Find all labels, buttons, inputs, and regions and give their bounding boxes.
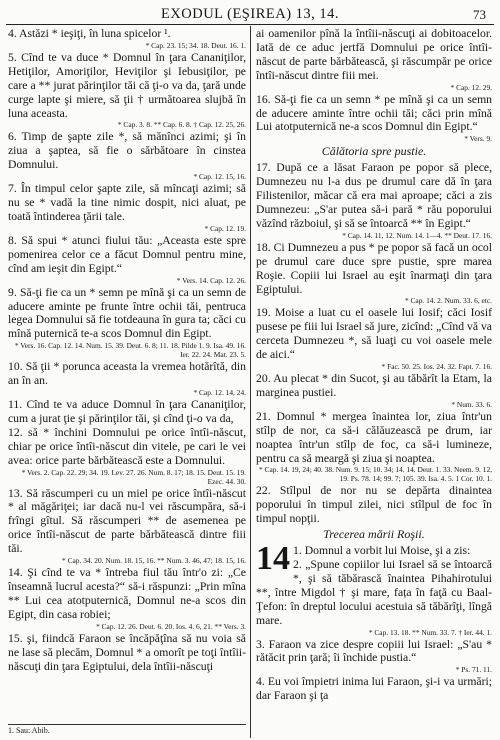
- cross-reference: * Num. 33. 6.: [451, 399, 492, 409]
- verse-text: 3. Faraon va zice despre copiii lui Israel: „S'au * rătăcit prin ţară; îi închide pustia.“: [256, 637, 492, 665]
- verse: [8, 426, 246, 468]
- verse: [8, 234, 246, 276]
- cross-reference: * Vers. 16. Cap. 12. 14. Num. 15. 39. Deut. 6. 8; 11. 18. Pilde 1. 9. Isa. 49. 16. Ier. 22. 24. Mat. 23. 5.: [14, 341, 246, 360]
- page-number: 73: [473, 7, 486, 22]
- cross-reference: * Cap. 14. 2. Num. 33. 6, etc.: [404, 296, 492, 306]
- verse: [8, 398, 246, 426]
- verse: [8, 51, 246, 121]
- chapter-number: 14: [256, 540, 290, 578]
- verse-text: 1. Domnul a vorbit lui Moise, şi a zis:: [293, 544, 471, 558]
- cross-reference: * Vers. 14. Cap. 12. 26.: [176, 275, 246, 285]
- verse-text: 5. Cînd te va duce * Domnul în ţara Cananiţilor, Hetiţilor, Amoriţilor, Heviţilor şi Iebusiţilor, pe care a ** jurat părinţilor tăi că ţi-o va da, ţară unde curge lapte şi miere, să ţii † următoarea slujbă în luna aceasta.: [8, 50, 246, 120]
- verse-text: 13. Să răscumperi cu un miel pe orice întîi-născut * al măgăriţei; iar dacă nu-l vei răscumpăra, să-i frîngi gîtul. Să răscumperi ** de asemenea pe orice întîi-născut de parte bărbătească dintre fiii tăi.: [8, 486, 246, 556]
- cross-reference: * Vers. 2. Cap. 22. 29; 34. 19. Lev. 27. 26. Num. 8. 17; 18. 15. Deut. 15. 19. Ezec. 44. 30.: [21, 467, 246, 486]
- verse-text: 22. Stîlpul de nor nu se depărta dinaintea poporului în timpul zilei, nici stîlpul de foc în timpul nopţii.: [256, 484, 492, 526]
- verse: [256, 161, 492, 231]
- left-column: [8, 27, 246, 735]
- verse: [256, 558, 492, 628]
- verse-text: 20. Au plecat * din Sucot, şi au tăbărît la Etam, la marginea pustiei.: [256, 372, 492, 399]
- verse: [8, 27, 246, 41]
- verse: [256, 638, 492, 666]
- cross-reference: * Cap. 14. 19, 24; 40. 38. Num. 9. 15; 10. 34; 14. 14. Deut. 1. 33. Neem. 9. 12, 19. Ps. 78. 14; 99. 7; 105. 39. Isa. 4. 5. 1 Cor. 10. 1.: [259, 465, 492, 484]
- cross-reference: * Cap. 12. 26. Deut. 6. 20. Ios. 4. 6, 21. ** Vers. 3.: [96, 621, 246, 631]
- cross-reference: * Cap. 13. 18. ** Num. 33. 7. † Ier. 44. 1.: [368, 627, 492, 637]
- verse-text: 4. Astăzi * ieşiţi, în luna spicelor ¹.: [8, 27, 171, 40]
- cross-reference: * Cap. 14. 11, 12. Num. 14. 1—4. ** Deut. 17. 16.: [342, 230, 492, 240]
- verse-text: 4. Eu voi împietri inima lui Faraon, şi-i va urmări; dar Faraon şi ţa: [256, 675, 492, 703]
- cross-reference: * Cap. 3. 8. ** Cap. 6. 8. † Cap. 12. 25, 26.: [117, 120, 246, 130]
- column-divider: [250, 26, 251, 738]
- section-heading: Călătoria spre pustie.: [321, 144, 427, 159]
- cross-reference: * Cap. 34. 20. Num. 18. 15, 16. ** Num. 3. 46, 47; 18. 15, 16.: [62, 556, 246, 566]
- cross-reference: * Cap. 12. 29.: [450, 82, 492, 92]
- running-title: EXODUL (EŞIREA) 13, 14.: [160, 6, 340, 22]
- cross-reference: * Vers. 9.: [464, 134, 492, 144]
- verse-text: ai oamenilor pînă la întîii-născuţi ai dobitoacelor. Iată de ce aduc jertfă Domnului pe orice întîi-născut de parte bărbătească, şi răscumpăr pe orice întîi-născut dintre fiii mei.: [256, 27, 492, 82]
- verse: [8, 566, 246, 622]
- verse: [256, 306, 492, 362]
- cross-reference: * Fac. 50. 25. Ios. 24. 32. Fapt. 7. 16.: [381, 362, 492, 372]
- verse-text: 15. şi, fiindcă Faraon se încăpăţîna să nu voia să ne lase să plecăm, Domnul * a omorît pe toţi întîii-născuţi din ţara Egiptului, dela întîii-născuţi: [8, 631, 246, 673]
- verse-text: 10. Să ţii * porunca aceasta la vremea hotărîtă, din an în an.: [8, 360, 246, 388]
- verse: [256, 484, 492, 526]
- verse: [256, 675, 492, 703]
- verse-text: 9. Să-ţi fie ca un * semn pe mînă şi ca un semn de aducere aminte pe frunte între ochii tăi, pentruca legea Domnului să fie totdeauna în gura ta; căci cu mînă puternică te-a scos Domnul din Egipt.: [8, 285, 246, 341]
- verse: [8, 360, 246, 388]
- verse-text: 8. Să spui * atunci fiului tău: „Aceasta este spre pomenirea celor ce a făcut Domnul pentru mine, cînd am ieşit din Egipt.“: [8, 233, 246, 275]
- verse: [256, 27, 492, 83]
- verse-text: 17. După ce a lăsat Faraon pe popor să plece, Dumnezeu nu l-a dus pe drumul care dă în ţara Filistenilor, măcar că era mai aproape; căci a zis Dumnezeu: „S'ar putea să-i pară * rău poporului văzînd războiul, şi să se întoarcă ** în Egipt.“: [256, 161, 492, 230]
- verse: [256, 544, 492, 558]
- verse: [8, 182, 246, 224]
- page-header: [0, 6, 500, 26]
- verse-text: 11. Cînd te va aduce Domnul în ţara Cananiţilor, cum a jurat ţie şi părinţilor tăi, şi cînd ţi-o va da,: [8, 398, 246, 425]
- verse-text: 21. Domnul * mergea înaintea lor, ziua într'un stîlp de nor, ca să-i călăuzească pe drum, iar noaptea într'un stîlp de foc, ca să-i lumineze, pentru ca să meargă şi ziua şi noaptea.: [256, 409, 492, 465]
- verse-text: 2. „Spune copiilor lui Israel să se întoarcă *, şi să tăbărască înaintea Pihahirotului **, între Migdol † şi mare, fața în faţă cu Baal-Ţefon: în dreptul locului acestuia să tăbărîţi, lîngă mare.: [256, 558, 492, 627]
- footnote: 1. Sau: Abib.: [8, 724, 246, 735]
- verse-text: 19. Moise a luat cu el oasele lui Iosif; căci Iosif pusese pe fiii lui Israel să jure, zicînd: „Cînd vă va cerceta Dumnezeu *, să luaţi cu voi oasele mele de aici.“: [256, 306, 492, 362]
- verse-text: 6. Timp de şapte zile *, să mănînci azimi; şi în ziua a şaptea, să fie o sărbătoare în cinstea Domnului.: [8, 130, 246, 172]
- right-column: [256, 27, 492, 735]
- verse-text: 14. Şi cînd te va * întreba fiul tău într'o zi: „Ce înseamnă lucrul acesta?“ să-i răspunzi: „Prin mîna ** Lui cea atotputernică, Domnul ne-a scos din Egipt, din casa robiei;: [8, 566, 246, 621]
- section-heading: Trecerea mării Roşii.: [323, 527, 425, 542]
- verse-text: 12. să * închini Domnului pe orice întîi-născut, chiar pe orice întîi-născut din vitele, pe cari le vei avea: orice parte bărbătească este a Domnului.: [8, 425, 246, 467]
- verse: [256, 241, 492, 297]
- verse: [8, 130, 246, 172]
- verse: [256, 93, 492, 135]
- cross-reference: * Ps. 71. 11.: [455, 665, 492, 675]
- verse-text: 7. În timpul celor şapte zile, să mîncaţi azimi; să nu se * vadă la tine nimic dospit, nici aluat, pe toată întinderea ţării tale.: [8, 182, 246, 223]
- verse-text: 18. Ci Dumnezeu a pus * pe popor să facă un ocol pe drumul care duce spre pustie, spre marea Roşie. Copiii lui Israel au eşit înarmaţi din ţara Egiptului.: [256, 240, 492, 296]
- verse-text: 16. Să-ţi fie ca un semn * pe mînă şi ca un semn de aducere aminte între ochii tăi; căci prin mînă Lui atotputernică ne-a scos Domnul din Egipt.“: [256, 92, 492, 134]
- cross-reference: * Cap. 23. 15; 34. 18. Deut. 16. 1.: [145, 40, 246, 50]
- chapter-start: [256, 540, 492, 703]
- header-rule: [6, 24, 494, 25]
- verse: [8, 286, 246, 342]
- verse: [8, 632, 246, 674]
- cross-reference: * Cap. 12. 14, 24.: [193, 388, 246, 398]
- verse: [256, 372, 492, 400]
- cross-reference: * Cap. 12. 19.: [204, 223, 246, 233]
- cross-reference: * Cap. 12. 15, 16.: [193, 172, 246, 182]
- verse: [8, 487, 246, 557]
- verse: [256, 410, 492, 466]
